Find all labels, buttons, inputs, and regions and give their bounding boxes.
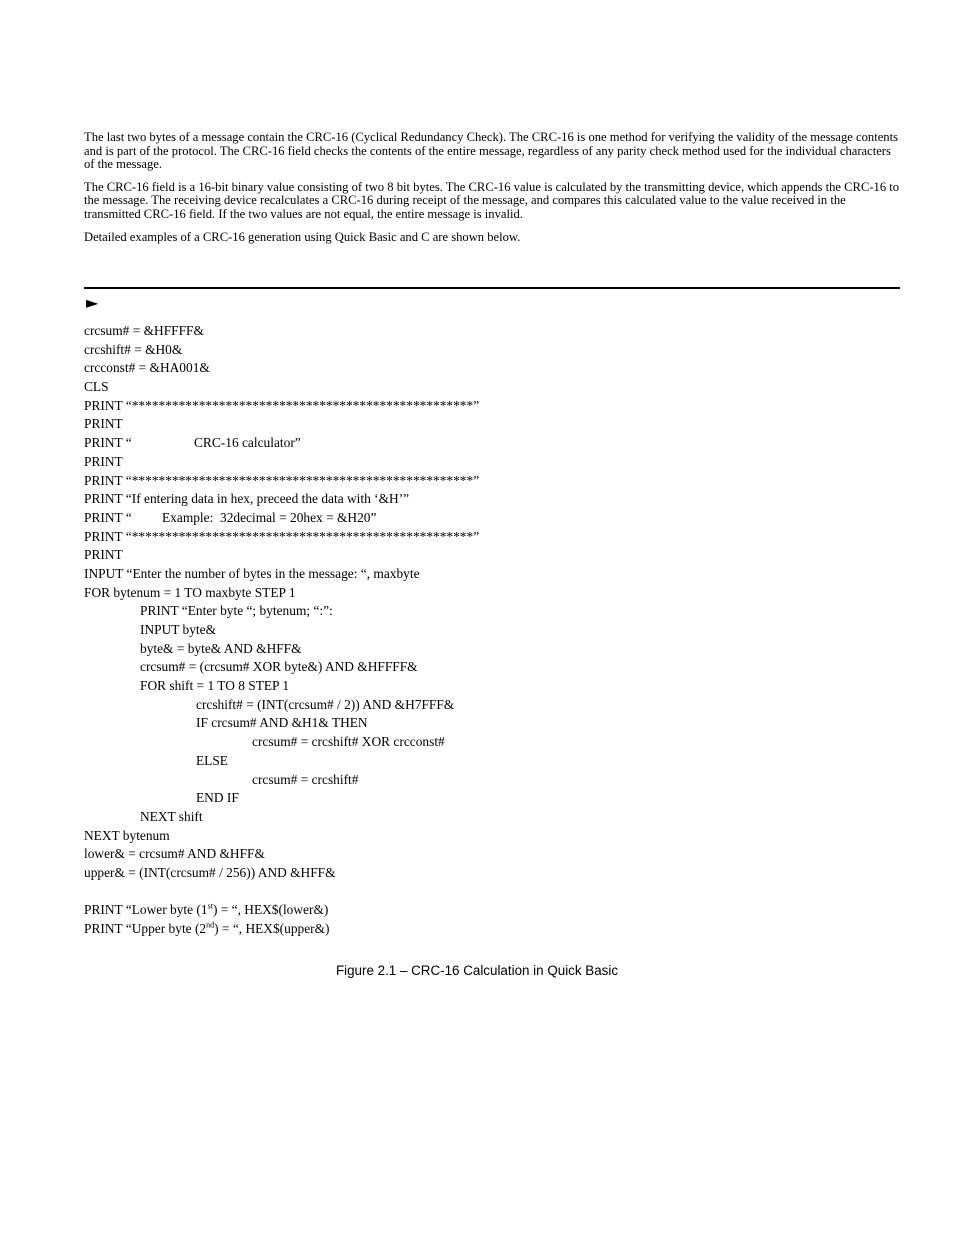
code-segment: Example: 32decimal = 20hex = &H20” xyxy=(162,509,377,525)
code-line: byte& = byte& AND &HFF& xyxy=(140,640,302,656)
code-line: crcshift# = &H0& xyxy=(84,341,183,357)
code-line: crcconst# = &HA001& xyxy=(84,360,210,376)
code-line: NEXT bytenum xyxy=(84,827,170,843)
right-triangle-icon: ► xyxy=(86,293,99,312)
intro-paragraph-3: Detailed examples of a CRC-16 generation using Quick Basic and C are shown below. xyxy=(84,229,521,244)
code-line: ELSE xyxy=(196,752,228,768)
code-line: crcshift# = (INT(crcsum# / 2)) AND &H7FFF& xyxy=(196,696,455,712)
code-line: INPUT byte& xyxy=(140,622,217,637)
code-line xyxy=(84,920,900,939)
code-line: CLS xyxy=(84,379,109,395)
code-segment: ) = “, HEX$(lower&) xyxy=(212,902,329,918)
code-line: PRINT “If entering data in hex, preceed the data with ‘&H’” xyxy=(84,491,410,507)
code-line: PRINT “***************************************************” xyxy=(84,528,480,544)
code-line: NEXT shift xyxy=(140,808,203,824)
code-line: crcsum# = crcshift# XOR crcconst# xyxy=(252,734,445,750)
superscript: st xyxy=(207,901,213,911)
code-segment: PRINT “ xyxy=(84,435,132,451)
code-line: PRINT xyxy=(84,547,123,563)
intro-paragraph-2: The CRC-16 field is a 16-bit binary value consisting of two 8 bit bytes. The CRC-16 value is calculated by the transmitting device, which appends the CRC-16 to the message. The receiving device recalculates a CRC-16 during receipt of the message, and compares this calculated value to the value received in the transmitted CRC-16 field. If the two values are not equal, the entire message is invalid. xyxy=(84,179,900,221)
code-line: crcsum# = &HFFFF& xyxy=(84,323,204,338)
code-segment: PRINT “ xyxy=(84,509,132,525)
code-line: FOR bytenum = 1 TO maxbyte STEP 1 xyxy=(84,584,296,600)
code-line: PRINT xyxy=(84,416,123,432)
intro-text xyxy=(84,131,900,253)
code-line xyxy=(84,509,900,528)
code-listing xyxy=(84,322,900,939)
code-segment: ) = “, HEX$(upper&) xyxy=(214,921,330,936)
code-line: lower& = crcsum# AND &HFF& xyxy=(84,846,265,862)
code-line: upper& = (INT(crcsum# / 256)) AND &HFF& xyxy=(84,864,336,880)
code-line: crcsum# = (crcsum# XOR byte&) AND &HFFFF& xyxy=(140,659,418,675)
code-line: crcsum# = crcshift# xyxy=(252,771,359,787)
code-line: PRINT xyxy=(84,453,123,469)
section-divider xyxy=(84,287,900,289)
code-line xyxy=(84,901,900,920)
figure-caption: Figure 2.1 – CRC-16 Calculation in Quick Basic xyxy=(335,963,619,978)
superscript: nd xyxy=(206,920,215,930)
code-line: PRINT “***************************************************” xyxy=(84,397,480,413)
code-line: IF crcsum# AND &H1& THEN xyxy=(196,715,368,731)
code-line: PRINT “***************************************************” xyxy=(84,472,480,488)
code-segment: CRC-16 calculator” xyxy=(194,435,301,451)
code-line: INPUT “Enter the number of bytes in the message: “, maxbyte xyxy=(84,565,420,581)
code-segment: PRINT “Lower byte (1 xyxy=(84,902,208,918)
code-line xyxy=(84,434,900,453)
code-line: PRINT “Enter byte “; bytenum; “:”: xyxy=(140,603,333,619)
code-segment: PRINT “Upper byte (2 xyxy=(84,921,207,936)
code-line: FOR shift = 1 TO 8 STEP 1 xyxy=(140,678,290,694)
code-line: END IF xyxy=(196,790,239,806)
intro-paragraph-1: The last two bytes of a message contain the CRC-16 (Cyclical Redundancy Check). The CRC-16 is one method for verifying the validity of the message contents and is part of the protocol. The CRC-16 field checks the contents of the entire message, regardless of any parity check method used for the individual characters of the message. xyxy=(84,130,898,172)
blank-line xyxy=(84,883,900,902)
